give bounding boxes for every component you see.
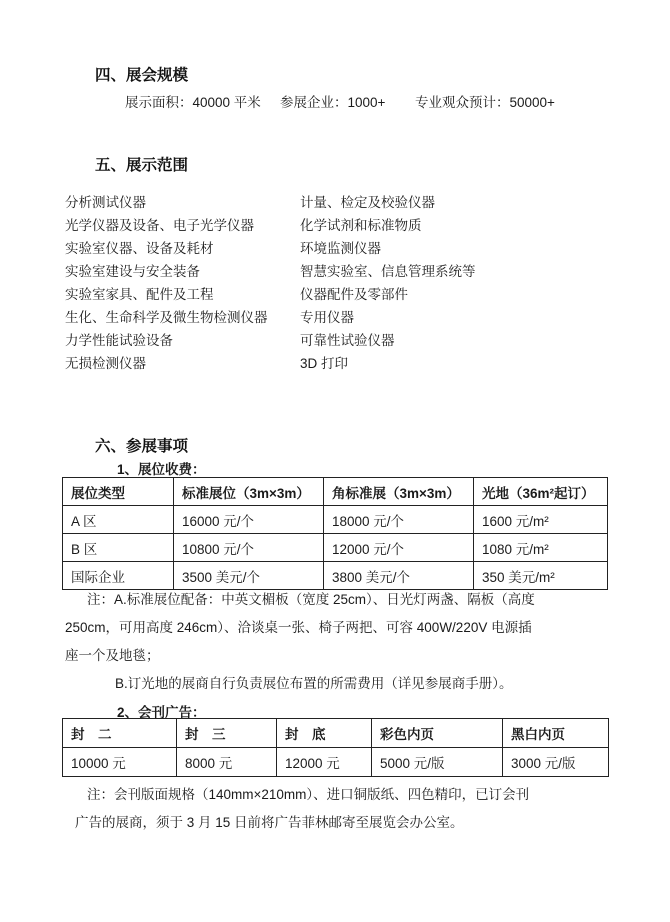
table-cell: 10800 元/个 — [174, 534, 324, 562]
journal-ad-note — [65, 781, 529, 837]
scope-list-left — [65, 191, 300, 375]
scale-stats-row — [125, 91, 555, 111]
table-header-cell: 光地（36m²起订） — [474, 478, 608, 506]
list-item: 力学性能试验设备 — [65, 333, 173, 348]
list-item: 3D 打印 — [300, 356, 349, 371]
scope-list-right — [300, 191, 476, 375]
table-cell: 3000 元/版 — [503, 748, 609, 777]
list-item: 无损检测仪器 — [65, 356, 146, 371]
table-cell: 1600 元/m² — [474, 506, 608, 534]
section-title-exhibition-scope: 五、展示范围 — [95, 157, 189, 174]
booth-fee-subtitle: 1、展位收费： — [117, 462, 206, 477]
table-header-cell: 黑白内页 — [503, 719, 609, 748]
stat-exhibitor-count: 参展企业：1000+ — [280, 95, 386, 110]
table-cell: 16000 元/个 — [174, 506, 324, 534]
list-item: 分析测试仪器 — [65, 195, 146, 210]
table-cell: 18000 元/个 — [324, 506, 474, 534]
table-cell: 10000 元 — [63, 748, 177, 777]
table-header-cell: 角标准展（3m×3m） — [324, 478, 474, 506]
section-title-participation-matters: 六、参展事项 — [95, 438, 189, 455]
table-cell: 3500 美元/个 — [174, 562, 324, 590]
table-header-cell: 彩色内页 — [372, 719, 503, 748]
list-item: 光学仪器及设备、电子光学仪器 — [65, 218, 254, 233]
journal-ad-table — [62, 718, 609, 777]
table-cell: 1080 元/m² — [474, 534, 608, 562]
note-line: 注：会刊版面规格（140mm×210mm）、进口铜版纸、四色精印，已订会刊 — [87, 787, 530, 802]
table-cell: 8000 元 — [177, 748, 277, 777]
table-cell: 3800 美元/个 — [324, 562, 474, 590]
stat-exhibit-area: 展示面积：40000 平米 — [125, 95, 261, 110]
list-item: 仪器配件及零部件 — [300, 287, 408, 302]
table-cell: B 区 — [63, 534, 174, 562]
list-item: 实验室仪器、设备及耗材 — [65, 241, 214, 256]
note-line: 广告的展商，须于 3 月 15 日前将广告菲林邮寄至展览会办公室。 — [75, 815, 464, 830]
list-item: 实验室家具、配件及工程 — [65, 287, 214, 302]
list-item: 智慧实验室、信息管理系统等 — [300, 264, 476, 279]
list-item: 计量、检定及校验仪器 — [300, 195, 435, 210]
table-cell: 12000 元 — [277, 748, 372, 777]
table-cell: 5000 元/版 — [372, 748, 503, 777]
journal-ad-subtitle: 2、会刊广告： — [117, 705, 206, 720]
table-row — [63, 506, 608, 534]
table-cell: 350 美元/m² — [474, 562, 608, 590]
note-line: 座一个及地毯； — [65, 648, 160, 663]
list-item: 生化、生命科学及微生物检测仪器 — [65, 310, 268, 325]
table-cell: 12000 元/个 — [324, 534, 474, 562]
table-row — [63, 534, 608, 562]
list-item: 可靠性试验仪器 — [300, 333, 395, 348]
table-header-cell: 展位类型 — [63, 478, 174, 506]
table-cell: 国际企业 — [63, 562, 174, 590]
table-header-cell: 封 底 — [277, 719, 372, 748]
table-header-cell: 封 二 — [63, 719, 177, 748]
list-item: 化学试剂和标准物质 — [300, 218, 422, 233]
booth-fee-note — [65, 586, 535, 698]
list-item: 环境监测仪器 — [300, 241, 381, 256]
table-header-row — [63, 478, 608, 506]
table-header-row — [63, 719, 609, 748]
table-row — [63, 748, 609, 777]
table-header-cell: 标准展位（3m×3m） — [174, 478, 324, 506]
note-line: 250cm，可用高度 246cm）、洽谈桌一张、椅子两把、可容 400W/220V 电源插 — [65, 620, 532, 635]
scope-lists — [65, 191, 476, 375]
note-line: B.订光地的展商自行负责展位布置的所需费用（详见参展商手册）。 — [115, 676, 513, 691]
section-title-exhibition-scale: 四、展会规模 — [95, 67, 189, 84]
note-line: 注：A.标准展位配备：中英文楣板（宽度 25cm）、日光灯两盏、隔板（高度 — [87, 592, 535, 607]
list-item: 实验室建设与安全装备 — [65, 264, 200, 279]
table-header-cell: 封 三 — [177, 719, 277, 748]
booth-fee-table — [62, 477, 608, 590]
list-item: 专用仪器 — [300, 310, 354, 325]
table-cell: A 区 — [63, 506, 174, 534]
stat-visitor-forecast: 专业观众预计：50000+ — [415, 95, 555, 110]
